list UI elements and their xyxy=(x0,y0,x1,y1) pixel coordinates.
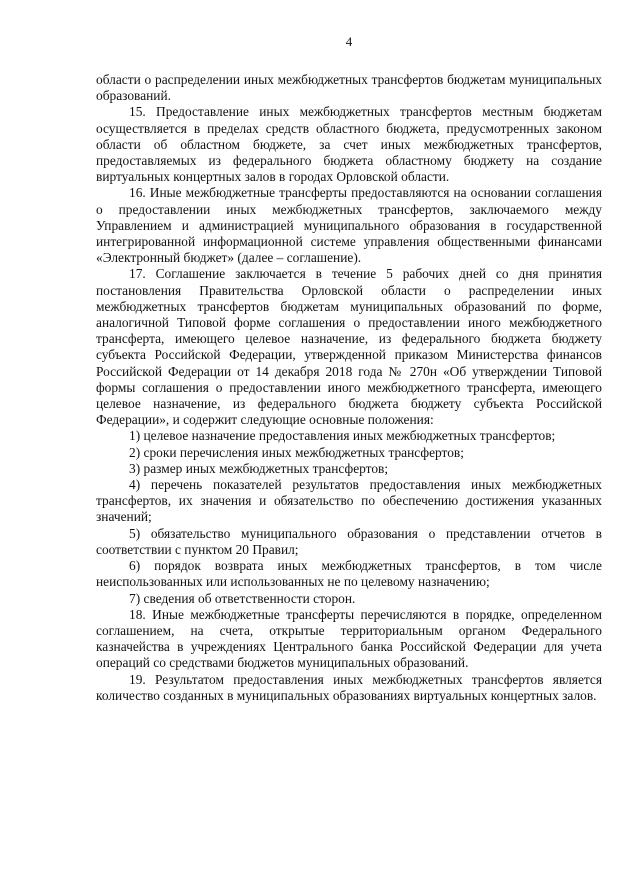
list-item-4: 4) перечень показателей результатов предоставления иных межбюджетных трансфертов, их значения и обязательство по обеспечению достижения указанных значений; xyxy=(96,477,602,525)
list-item-3: 3) размер иных межбюджетных трансфертов; xyxy=(129,460,389,476)
page-number: 4 xyxy=(345,34,353,49)
paragraph-continuation: области о распределении иных межбюджетных трансфертов бюджетам муниципальных образований. xyxy=(96,72,602,104)
paragraph-16: 16. Иные межбюджетные трансферты предоставляются на основании соглашения о предоставлении иных межбюджетных трансфертов, заключаемого между Управлением и администрацией муниципального образования в государственной интегрированной информационной системе управления общественными финансами «Электронный бюджет» (далее – соглашение). xyxy=(96,185,602,266)
list-item-1: 1) целевое назначение предоставления иных межбюджетных трансфертов; xyxy=(129,428,556,444)
list-item-5: 5) обязательство муниципального образования о представлении отчетов в соответствии с пунктом 20 Правил; xyxy=(96,525,602,557)
paragraph-18: 18. Иные межбюджетные трансферты перечисляются в порядке, определенном соглашением, на счета, открытые территориальным органом Федерального казначейства в учреждениях Центрального банка Российской Федерации для учета операций со средствами бюджетов муниципальных образований. xyxy=(96,606,602,671)
paragraph-17: 17. Соглашение заключается в течение 5 рабочих дней со дня принятия постановления Правительства Орловской области о распределении иных межбюджетных трансфертов бюджетам муниципальных образований по форме, аналогичной Типовой форме соглашения о предоставлении иного межбюджетного трансферта, имеющего целевое назначение, из федерального бюджета бюджету субъекта Российской Федерации, утвержденной приказом Министерства финансов Российской Федерации от 14 декабря 2018 года № 270н «Об утверждении Типовой формы соглашения о предоставлении иного межбюджетного трансферта, имеющего целевое назначение, из федерального бюджета бюджету субъекта Российской Федерации», и содержит следующие основные положения: xyxy=(96,266,602,428)
document-body xyxy=(96,72,602,704)
paragraph-15: 15. Предоставление иных межбюджетных трансфертов местным бюджетам осуществляется в пределах средств областного бюджета, предусмотренных законом области об областном бюджете, за счет иных межбюджетных трансфертов, предоставляемых из федерального бюджета областному бюджету на создание виртуальных концертных залов в городах Орловской области. xyxy=(96,104,602,185)
paragraph-19: 19. Результатом предоставления иных межбюджетных трансфертов является количество созданных в муниципальных образованиях виртуальных концертных залов. xyxy=(96,671,602,703)
list-item-7: 7) сведения об ответственности сторон. xyxy=(129,590,356,606)
list-item-6: 6) порядок возврата иных межбюджетных трансфертов, в том числе неиспользованных или использованных не по целевому назначению; xyxy=(96,558,602,590)
list-item-2: 2) сроки перечисления иных межбюджетных трансфертов; xyxy=(129,444,464,460)
